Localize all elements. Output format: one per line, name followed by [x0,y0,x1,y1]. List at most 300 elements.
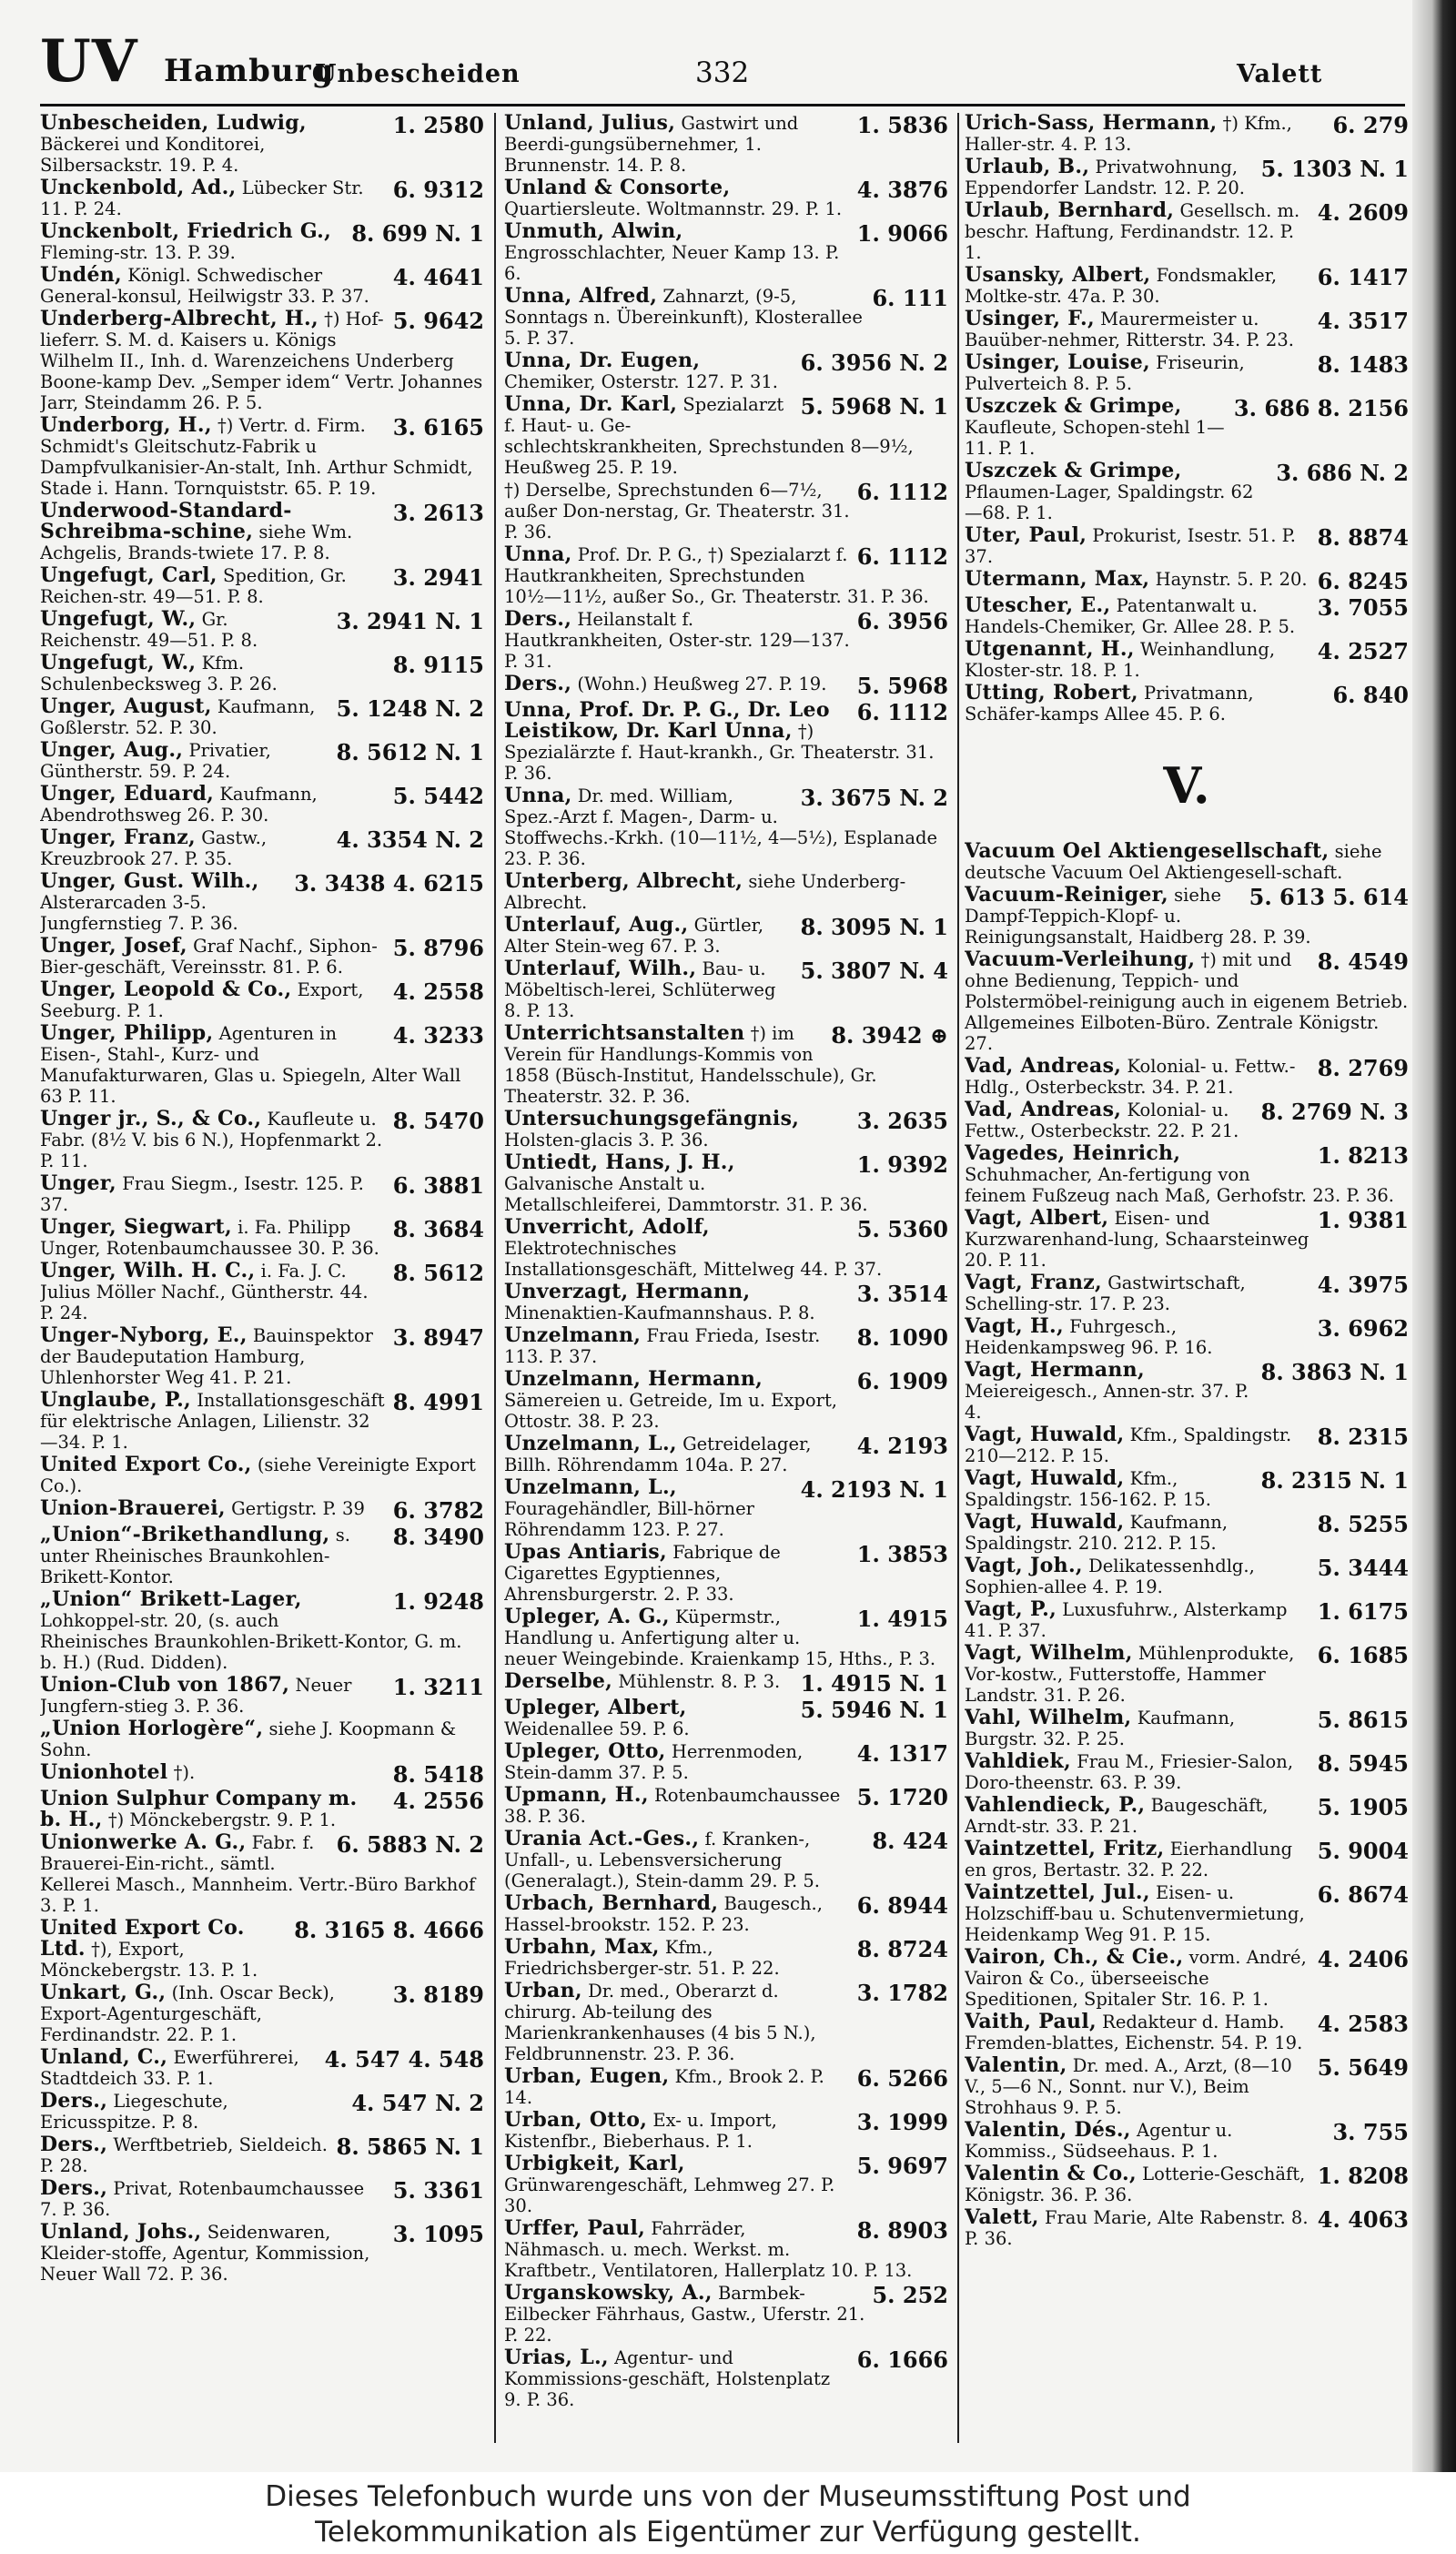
entry-details: Agentur- und Kommissions-geschäft, Holstenplatz 9. P. 36. [504,2347,831,2410]
entry-details: Kaufmann, Burgstr. 32. P. 25. [965,1708,1236,1749]
entry-details: Fondsmakler, Moltke-str. 47a. P. 30. [965,265,1278,307]
phone-number: 5. 5442 [392,783,484,809]
entry-name: Unland, C., [40,2045,168,2069]
entry-details: Holsten-glacis 3. P. 36. [504,1130,709,1150]
directory-entry [504,700,948,784]
entry-name: Ungefugt, W., [40,651,197,674]
phone-number: 5. 1248 N. 2 [336,695,484,722]
directory-entry [40,2178,484,2220]
entry-details: Kfm. Schulenbecksweg 3. P. 26. [40,653,278,694]
phone-number: 6. 5266 [856,2065,948,2092]
phone-number: 5. 5360 [856,1216,948,1242]
phone-number: 4. 3517 [1317,308,1409,334]
entry-details: †) mit und ohne Bedienung, Teppich- und Polstermöbel-reinigung auch in eigenem Betrieb. Allgemeines Eilboten-Büro. Zentrale Königstr. 27. [965,949,1409,1054]
entry-name: Unterrichtsanstalten [504,1021,745,1045]
entry-details: Frau Marie, Alte Rabenstr. 8. P. 36. [965,2207,1309,2249]
entry-name: Vairon, Ch., & Cie., [965,1945,1184,1969]
directory-entry [965,157,1409,198]
entry-details: Galvanische Anstalt u. Metallschleiferei, Dammtorstr. 31. P. 36. [504,1173,868,1215]
phone-number: 4. 2193 N. 1 [800,1476,948,1503]
directory-entry [504,958,948,1021]
entry-name: Unger, Wilh. H. C., [40,1259,256,1282]
entry-details: Seidenwaren, Kleider-stoffe, Agentur, Kommission, Neuer Wall 72. P. 36. [40,2222,370,2285]
page-number: 332 [695,56,750,89]
directory-entry [965,396,1409,459]
entry-name: Upmann, H., [504,1783,649,1807]
entry-name: Vagt, Hermann, [965,1358,1145,1382]
phone-number: 3. 2941 [392,564,484,591]
entry-details: Frau Siegm., Isestr. 125. P. 37. [40,1173,364,1215]
entry-details: i. Fa. J. C. Julius Möller Nachf., Güntherstr. 44. P. 24. [40,1261,369,1323]
phone-number: 8. 9115 [392,652,484,678]
entry-name: Urban, Otto, [504,2108,648,2132]
directory-entry [504,1152,948,1215]
phone-number: 3. 1782 [856,1980,948,2006]
entry-name: Underberg-Albrecht, H., [40,307,318,330]
phone-number: 1. 3211 [392,1674,484,1700]
phone-number: 4. 4641 [392,264,484,290]
directory-entry [965,265,1409,307]
phone-number: 3. 3675 N. 2 [800,785,948,811]
entry-name: Ders., [40,2133,108,2156]
entry-details: Patentanwalt u. Handels-Chemiker, Gr. Allee 28. P. 5. [965,595,1296,637]
entry-name: Urban, Eugen, [504,2064,670,2088]
directory-entry [40,415,484,499]
phone-number: 8. 4549 [1317,948,1409,975]
directory-entry [965,1795,1409,1837]
entry-details: Lohkoppel-str. 20, (s. auch Rheinisches Braunkohlen-Brikett-Kontor, G. m. b. H.) (Rud. Didden). [40,1610,462,1673]
entry-name: Upas Antiaris, [504,1540,667,1564]
entry-details: Frau Frieda, Isestr. 113. P. 37. [504,1325,821,1367]
entry-name: Unna, Alfred, [504,284,658,308]
directory-entry [965,1708,1409,1749]
entry-name: Vacuum-Reiniger, [965,883,1168,907]
phone-number: 5. 9697 [856,2153,948,2179]
entry-name: Urich-Sass, Hermann, [965,113,1218,135]
header-city: Hamburg [164,53,335,89]
phone-number: 3. 3514 [856,1281,948,1307]
entry-name: Unger jr., S., & Co., [40,1107,262,1130]
phone-number: 5. 9004 [1317,1838,1409,1864]
directory-entry [40,827,484,869]
directory-entry [504,1217,948,1280]
phone-number: 4. 1317 [856,1740,948,1767]
directory-entry [965,1143,1409,1206]
entry-details: Baugesch., Hassel-brookstr. 152. P. 23. [504,1893,823,1935]
entry-name: Vahlendieck, P., [965,1793,1146,1817]
entry-name: Unger, Philipp, [40,1021,214,1045]
directory-entry [965,1056,1409,1098]
entry-details: Privatwohnung, Eppendorfer Landstr. 12. P. 20. [965,157,1245,198]
entry-details: Dr. med., Oberarzt d. chirurg. Ab-teilung des Marienkrankenhauses (4 bis 5 N.), Feldbrunnenstr. 23. P. 36. [504,1981,816,2064]
directory-entry [504,1829,948,1891]
directory-entry [504,2154,948,2216]
directory-entry [504,1109,948,1150]
entry-details: Weidenallee 59. P. 6. [504,1718,690,1739]
directory-entry [40,609,484,651]
entry-name: Vahldiek, [965,1749,1071,1773]
entry-name: Unckenbolt, Friedrich G., [40,219,332,243]
directory-entry [965,1100,1409,1141]
entry-details: Kfm., Spaldingstr. 156-162. P. 15. [965,1468,1211,1510]
entry-details: Bauinspektor der Baudeputation Hamburg, Uhlenhorster Weg 41. P. 21. [40,1325,373,1388]
entry-details: Maurermeister u. Bauüber-nehmer, Ritterstr. 34. P. 23. [965,309,1294,350]
entry-details: Schuhmacher, An-fertigung von feinem Fußzeug nach Maß, Gerhofstr. 23. P. 36. [965,1164,1394,1206]
directory-entry [40,2047,484,2089]
entry-name: „Union“ Brikett-Lager, [40,1587,302,1611]
entry-name: Vaintzettel, Jul., [965,1880,1150,1904]
entry-details: Lotterie-Geschäft, Königstr. 36. P. 36. [965,2164,1306,2205]
entry-name: Unbescheiden, Ludwig, [40,113,307,135]
directory-entry [40,309,484,413]
entry-details: (Inh. Oscar Beck), Export-Agenturgeschäft, Ferdinandstr. 22. P. 1. [40,1982,335,2045]
entry-name: Upleger, Albert, [504,1696,687,1719]
entry-details: Zahnarzt, (9-5, Sonntags n. Übereinkunft), Klosterallee 5. P. 37. [504,286,863,349]
phone-number: 8. 2769 [1317,1055,1409,1081]
entry-name: Vagt, Huwald, [965,1510,1125,1534]
entry-name: Urias, L., [504,2346,609,2369]
directory-entry [504,871,948,913]
directory-entry [965,113,1409,155]
directory-entry [504,544,948,607]
entry-details: Küpermstr., Handlung u. Anfertigung alter u. neuer Weingebinde. Kraienkamp 15, Hths., P. 3. [504,1606,936,1669]
directory-entry [965,1751,1409,1793]
entry-details: Baugeschäft, Arndt-str. 33. P. 21. [965,1795,1269,1837]
entry-name: Derselbe, [504,1669,613,1693]
phone-number: 4. 2193 [856,1433,948,1459]
phone-number: 6. 1666 [856,2346,948,2373]
phone-number: 8. 8903 [856,2217,948,2244]
entry-name: Unckenbold, Ad., [40,176,237,199]
directory-entry [965,1599,1409,1641]
phone-number: 8. 5418 [392,1761,484,1788]
entry-details: Kfm., Brook 2. P. 14. [504,2066,824,2108]
phone-number: 8. 8874 [1317,524,1409,551]
directory-entry [504,1542,948,1605]
directory-entry [965,1272,1409,1314]
phone-number: 3. 8947 [392,1324,484,1351]
entry-details: Eisen- u. Holzschiff-bau u. Schutenvermietung, Heidenkamp Weg 91. P. 15. [965,1882,1305,1945]
entry-details: Bäckerei und Konditorei, Silbersackstr. 19. P. 4. [40,134,266,176]
entry-details: Rotenbaumchaussee 38. P. 36. [504,1785,841,1827]
phone-number: 6. 9312 [392,177,484,203]
phone-number: 5. 1720 [856,1784,948,1810]
entry-details: s. unter Rheinisches Braunkohlen-Brikett-Kontor. [40,1525,350,1587]
entry-details: Prokurist, Isestr. 51. P. 37. [965,525,1296,567]
column-1 [40,113,484,2452]
entry-details: †) Kfm., Haller-str. 4. P. 13. [965,113,1292,155]
entry-details: Eisen- und Kurzwarenhand-lung, Schaarsteinweg 20. P. 11. [965,1208,1309,1271]
entry-details: Getreidelager, Billh. Röhrendamm 104a. P. 27. [504,1434,812,1475]
directory-entry [40,2222,484,2285]
entry-details: Chemiker, Osterstr. 127. P. 31. [504,371,778,392]
directory-entry [504,1606,948,1669]
header-last-entry: Valett [1237,60,1323,88]
phone-number: 4. 3354 N. 2 [336,826,484,853]
phone-number: 5. 5649 [1317,2054,1409,2081]
directory-entry [40,1325,484,1388]
directory-entry [504,177,948,219]
phone-number: 3. 2941 N. 1 [336,608,484,634]
directory-entry [965,1839,1409,1880]
entry-details: Lübecker Str. 11. P. 24. [40,177,364,219]
directory-entry [40,1525,484,1587]
entry-name: Valentin & Co., [965,2162,1137,2185]
phone-number: 5. 8796 [392,935,484,961]
entry-details: Mühlenprodukte, Vor-kostw., Futterstoffe, Hammer Landstr. 31. P. 26. [965,1643,1295,1706]
directory-entry [40,1109,484,1171]
directory-entry [504,1325,948,1367]
directory-entry [965,2012,1409,2053]
entry-name: Valentin, Dés., [965,2118,1131,2142]
entry-details: Haynstr. 5. P. 20. [1155,569,1308,590]
entry-name: Unionwerke A. G., [40,1830,247,1854]
column-3-part-a [965,113,1409,725]
directory-entry [504,915,948,957]
entry-details: Kaufmann, Goßlerstr. 52. P. 30. [40,696,316,738]
entry-name: Unglaube, P., [40,1388,191,1412]
directory-entry [965,1468,1409,1510]
phone-number: 5. 5968 [856,673,948,699]
header-first-entry: Unbescheiden [315,60,521,88]
entry-details: siehe Dampf-Teppich-Klopf- u. Reinigungsanstalt, Haidberg 28. P. 39. [965,885,1311,948]
entry-details: †) Spezialärzte f. Haut-krankh., Gr. Theaterstr. 31. P. 36. [504,721,935,784]
directory-entry [965,352,1409,394]
phone-number: 6. 1417 [1317,264,1409,290]
directory-entry [40,1589,484,1673]
phone-number: 3. 6165 [392,414,484,441]
entry-name: Vagt, Huwald, [965,1423,1125,1446]
directory-entry [965,1424,1409,1466]
entry-name: Unger, Siegwart, [40,1215,232,1239]
entry-details: Kaufmann, Spaldingstr. 210. 212. P. 15. [965,1512,1228,1554]
directory-entry [40,113,484,176]
entry-name: Utting, Robert, [965,681,1138,704]
phone-number: 1. 8213 [1317,1142,1409,1169]
entry-details: Bau- u. Möbeltisch-lerei, Schlüterweg 8. P. 13. [504,958,776,1021]
directory-entry [965,841,1409,883]
entry-name: Vagt, Albert, [965,1206,1109,1230]
directory-entry [965,1316,1409,1358]
entry-name: Unger, Leopold & Co., [40,978,292,1001]
directory-entry [504,1981,948,2064]
directory-entry [504,2066,948,2108]
phone-number: 1. 6175 [1317,1598,1409,1625]
entry-details: †) im Verein für Handlungs-Kommis von 1858 (Büsch-Institut, Handelsschule), Gr. Theaterstr. 32. P. 36. [504,1023,877,1107]
entry-name: Vacuum Oel Aktiengesellschaft, [965,839,1330,863]
entry-name: Urban, [504,1979,582,2002]
entry-name: Unger, August, [40,694,212,718]
entry-name: Unzelmann, L., [504,1475,677,1499]
entry-name: Vagt, Wilhelm, [965,1641,1133,1665]
phone-number: 3. 755 [1332,2119,1409,2145]
directory-entry [504,1023,948,1107]
phone-number: 6. 5883 N. 2 [336,1831,484,1858]
entry-details: Kolonial- u. Fettw.-Hdlg., Osterbeckstr. 34. P. 21. [965,1056,1296,1098]
phone-number: 6. 8674 [1317,1881,1409,1908]
entry-details: Privatier, Güntherstr. 59. P. 24. [40,740,271,782]
entry-name: Unger, [40,1171,117,1195]
directory-entry [965,2120,1409,2162]
entry-name: Vahl, Wilhelm, [965,1706,1132,1729]
directory-entry [40,1390,484,1453]
directory-entry [40,1832,484,1916]
entry-details: Kfm., Friedrichsberger-str. 51. P. 22. [504,1937,780,1979]
entry-name: Vagt, P., [965,1597,1057,1621]
directory-entry [40,177,484,219]
entry-details: †) Vertr. d. Firm. Schmidt's Gleitschutz-Fabrik u Dampfvulkanisier-An-stalt, Inh. Arthur Schmidt, Stade i. Hann. Tornquiststr. 65. P. 19. [40,415,473,499]
entry-details: Minenaktien-Kaufmannshaus. P. 8. [504,1302,815,1323]
entry-name: Unger, Aug., [40,738,184,762]
entry-details: Alsterarcaden 3-5. Jungfernstieg 7. P. 36. [40,892,238,934]
phone-number: 3. 686 N. 2 [1276,460,1409,486]
entry-name: Vagt, Franz, [965,1271,1102,1294]
directory-entry [965,1556,1409,1597]
entry-details: siehe deutsche Vacuum Oel Aktiengesell-schaft. [965,841,1382,883]
directory-entry [965,461,1409,523]
directory-entry [40,1762,484,1787]
phone-number: 3. 8189 [392,1981,484,2008]
phone-number: 8. 3490 [392,1524,484,1550]
phone-number: 5. 3444 [1317,1555,1409,1581]
entry-details: Kfm., Spaldingstr. 210—212. P. 15. [965,1424,1292,1466]
phone-number: 1. 2580 [392,113,484,138]
entry-name: Ungefugt, W., [40,607,197,631]
phone-number: 8. 699 N. 1 [351,220,484,247]
phone-number: 5. 8615 [1317,1707,1409,1733]
phone-number: 4. 2556 [392,1788,484,1814]
directory-entry [504,1369,948,1432]
phone-number: 5. 5946 N. 1 [800,1697,948,1723]
entry-details: Weinhandlung, Kloster-str. 18. P. 1. [965,639,1276,681]
phone-number: 5. 5968 N. 1 [800,393,948,420]
entry-details: vorm. André, Vairon & Co., überseeische Speditionen, Spitaler Str. 16. P. 1. [965,1947,1307,2010]
entry-name: Untersuchungsgefängnis, [504,1107,800,1130]
directory-entry [504,394,948,478]
entry-details: Kolonial- u. Fettw., Osterbeckstr. 22. P. 21. [965,1100,1239,1141]
entry-name: Ders., [40,2089,108,2113]
directory-entry [40,740,484,782]
phone-number: 5. 3807 N. 4 [800,958,948,984]
phone-number: 6. 1685 [1317,1642,1409,1668]
phone-number: 1. 3853 [856,1541,948,1567]
entry-name: United Export Co., [40,1453,252,1476]
entry-name: Unna, Prof. Dr. P. G., Dr. Leo Leistikow, Dr. Karl Unna, [504,698,830,743]
header-rule [40,104,1405,106]
directory-entry [965,885,1409,948]
entry-details: Fuhrgesch., Heidenkampsweg 96. P. 16. [965,1316,1213,1358]
phone-number: 6. 8245 [1317,568,1409,594]
directory-entry [965,949,1409,1054]
entry-details: Gastwirt und Beerdi-gungsübernehmer, 1. Brunnenstr. 14. P. 8. [504,113,799,176]
entry-details: Delikatessenhdlg., Sophien-allee 4. P. 19. [965,1556,1255,1597]
entry-name: Utescher, E., [965,593,1111,617]
entry-name: Unterlauf, Aug., [504,913,689,937]
directory-entry [40,501,484,563]
directory-entry [965,639,1409,681]
entry-details: †) Hof-lieferr. S. M. d. Kaisers u. Königs Wilhelm II., Inh. d. Warenzeichens Underberg Boone-kamp Dev. „Semper idem“ Vertr. Johannes Jarr, Steindamm 26. P. 5. [40,309,483,413]
directory-entry [965,569,1409,593]
directory-entry [965,1360,1409,1423]
phone-number: 8. 1483 [1317,351,1409,378]
column-3-part-b [965,841,1409,2249]
directory-entry [40,1217,484,1259]
entry-name: Vagt, Joh., [965,1554,1083,1577]
entry-name: Unger, Eduard, [40,782,215,806]
entry-name: Vacuum-Verleihung, [965,948,1196,971]
phone-number: 4. 3876 [856,177,948,203]
directory-entry [504,221,948,284]
entry-name: Vagedes, Heinrich, [965,1141,1181,1165]
directory-entry [40,1261,484,1323]
entry-name: Upleger, A. G., [504,1605,670,1628]
phone-number: 1. 8208 [1317,2163,1409,2189]
phone-number: 8. 2315 N. 1 [1260,1467,1409,1494]
directory-entry [40,1454,484,1496]
entry-name: Vaintzettel, Fritz, [965,1837,1165,1860]
entry-name: Urbach, Bernhard, [504,1891,719,1915]
directory-entry [40,871,484,934]
phone-number: 3. 2613 [392,500,484,526]
directory-entry [965,2207,1409,2249]
entry-details: †) Derselbe, Sprechstunden 6—7½, außer Don-nerstag, Gr. Theaterstr. 31. P. 36. [504,480,850,542]
entry-name: Ungefugt, Carl, [40,563,217,587]
entry-name: Unverricht, Adolf, [504,1215,710,1239]
entry-name: Unverzagt, Hermann, [504,1280,751,1303]
entry-details: Installationsgeschäft für elektrische Anlagen, Lilienstr. 32—34. P. 1. [40,1390,385,1453]
phone-number: 4. 2406 [1317,1946,1409,1972]
phone-number: 6. 111 [872,285,948,311]
directory-entry [40,979,484,1021]
entry-details: Kaufleute, Schopen-stehl 1—11. P. 1. [965,417,1225,459]
directory-entry [965,525,1409,567]
directory-entry [504,2347,948,2410]
entry-name: Unzelmann, Hermann, [504,1367,763,1391]
entry-details: Gertigstr. P. 39 [231,1498,365,1519]
entry-name: Urbahn, Max, [504,1935,660,1959]
entry-details: Gr. Reichenstr. 49—51. P. 8. [40,609,258,651]
entry-name: „Union“-Brikethandlung, [40,1523,330,1546]
phone-number: 6. 1112 [856,479,948,505]
entry-details: Gastwirtschaft, Schelling-str. 17. P. 23. [965,1272,1246,1314]
directory-entry [504,1671,948,1696]
entry-details: Quartiersleute. Woltmannstr. 29. P. 1. [504,198,843,219]
entry-details: Fleming-str. 13. P. 39. [40,242,236,263]
phone-number: 6. 279 [1332,113,1409,138]
entry-name: Upleger, Otto, [504,1739,666,1763]
page-header [40,25,1405,98]
entry-name: Unland, Julius, [504,113,676,135]
directory-entry [504,1698,948,1739]
phone-number: 4. 4063 [1317,2206,1409,2233]
entry-name: „Union Horlogère“, [40,1717,264,1740]
phone-number: 5. 613 5. 614 [1249,884,1409,910]
directory-entry [40,1023,484,1107]
entry-name: Utermann, Max, [965,567,1150,591]
directory-entry [965,309,1409,350]
entry-details: Export, Seeburg. P. 1. [40,979,364,1021]
entry-details: Heilanstalt f. Hautkrankheiten, Oster-str. 129—137. P. 31. [504,609,850,672]
entry-details: Gastw., Kreuzbrook 27. P. 35. [40,827,268,869]
entry-name: Urlaub, B., [965,155,1090,178]
directory-entry [40,696,484,738]
phone-number: 1. 9248 [392,1588,484,1615]
phone-number: 3. 2635 [856,1108,948,1134]
directory-entry [40,565,484,607]
directory-entry [504,1937,948,1979]
entry-name: Unger-Nyborg, E., [40,1323,248,1347]
entry-details: Elektrotechnisches Installationsgeschäft, Mittelweg 44. P. 37. [504,1238,883,1280]
